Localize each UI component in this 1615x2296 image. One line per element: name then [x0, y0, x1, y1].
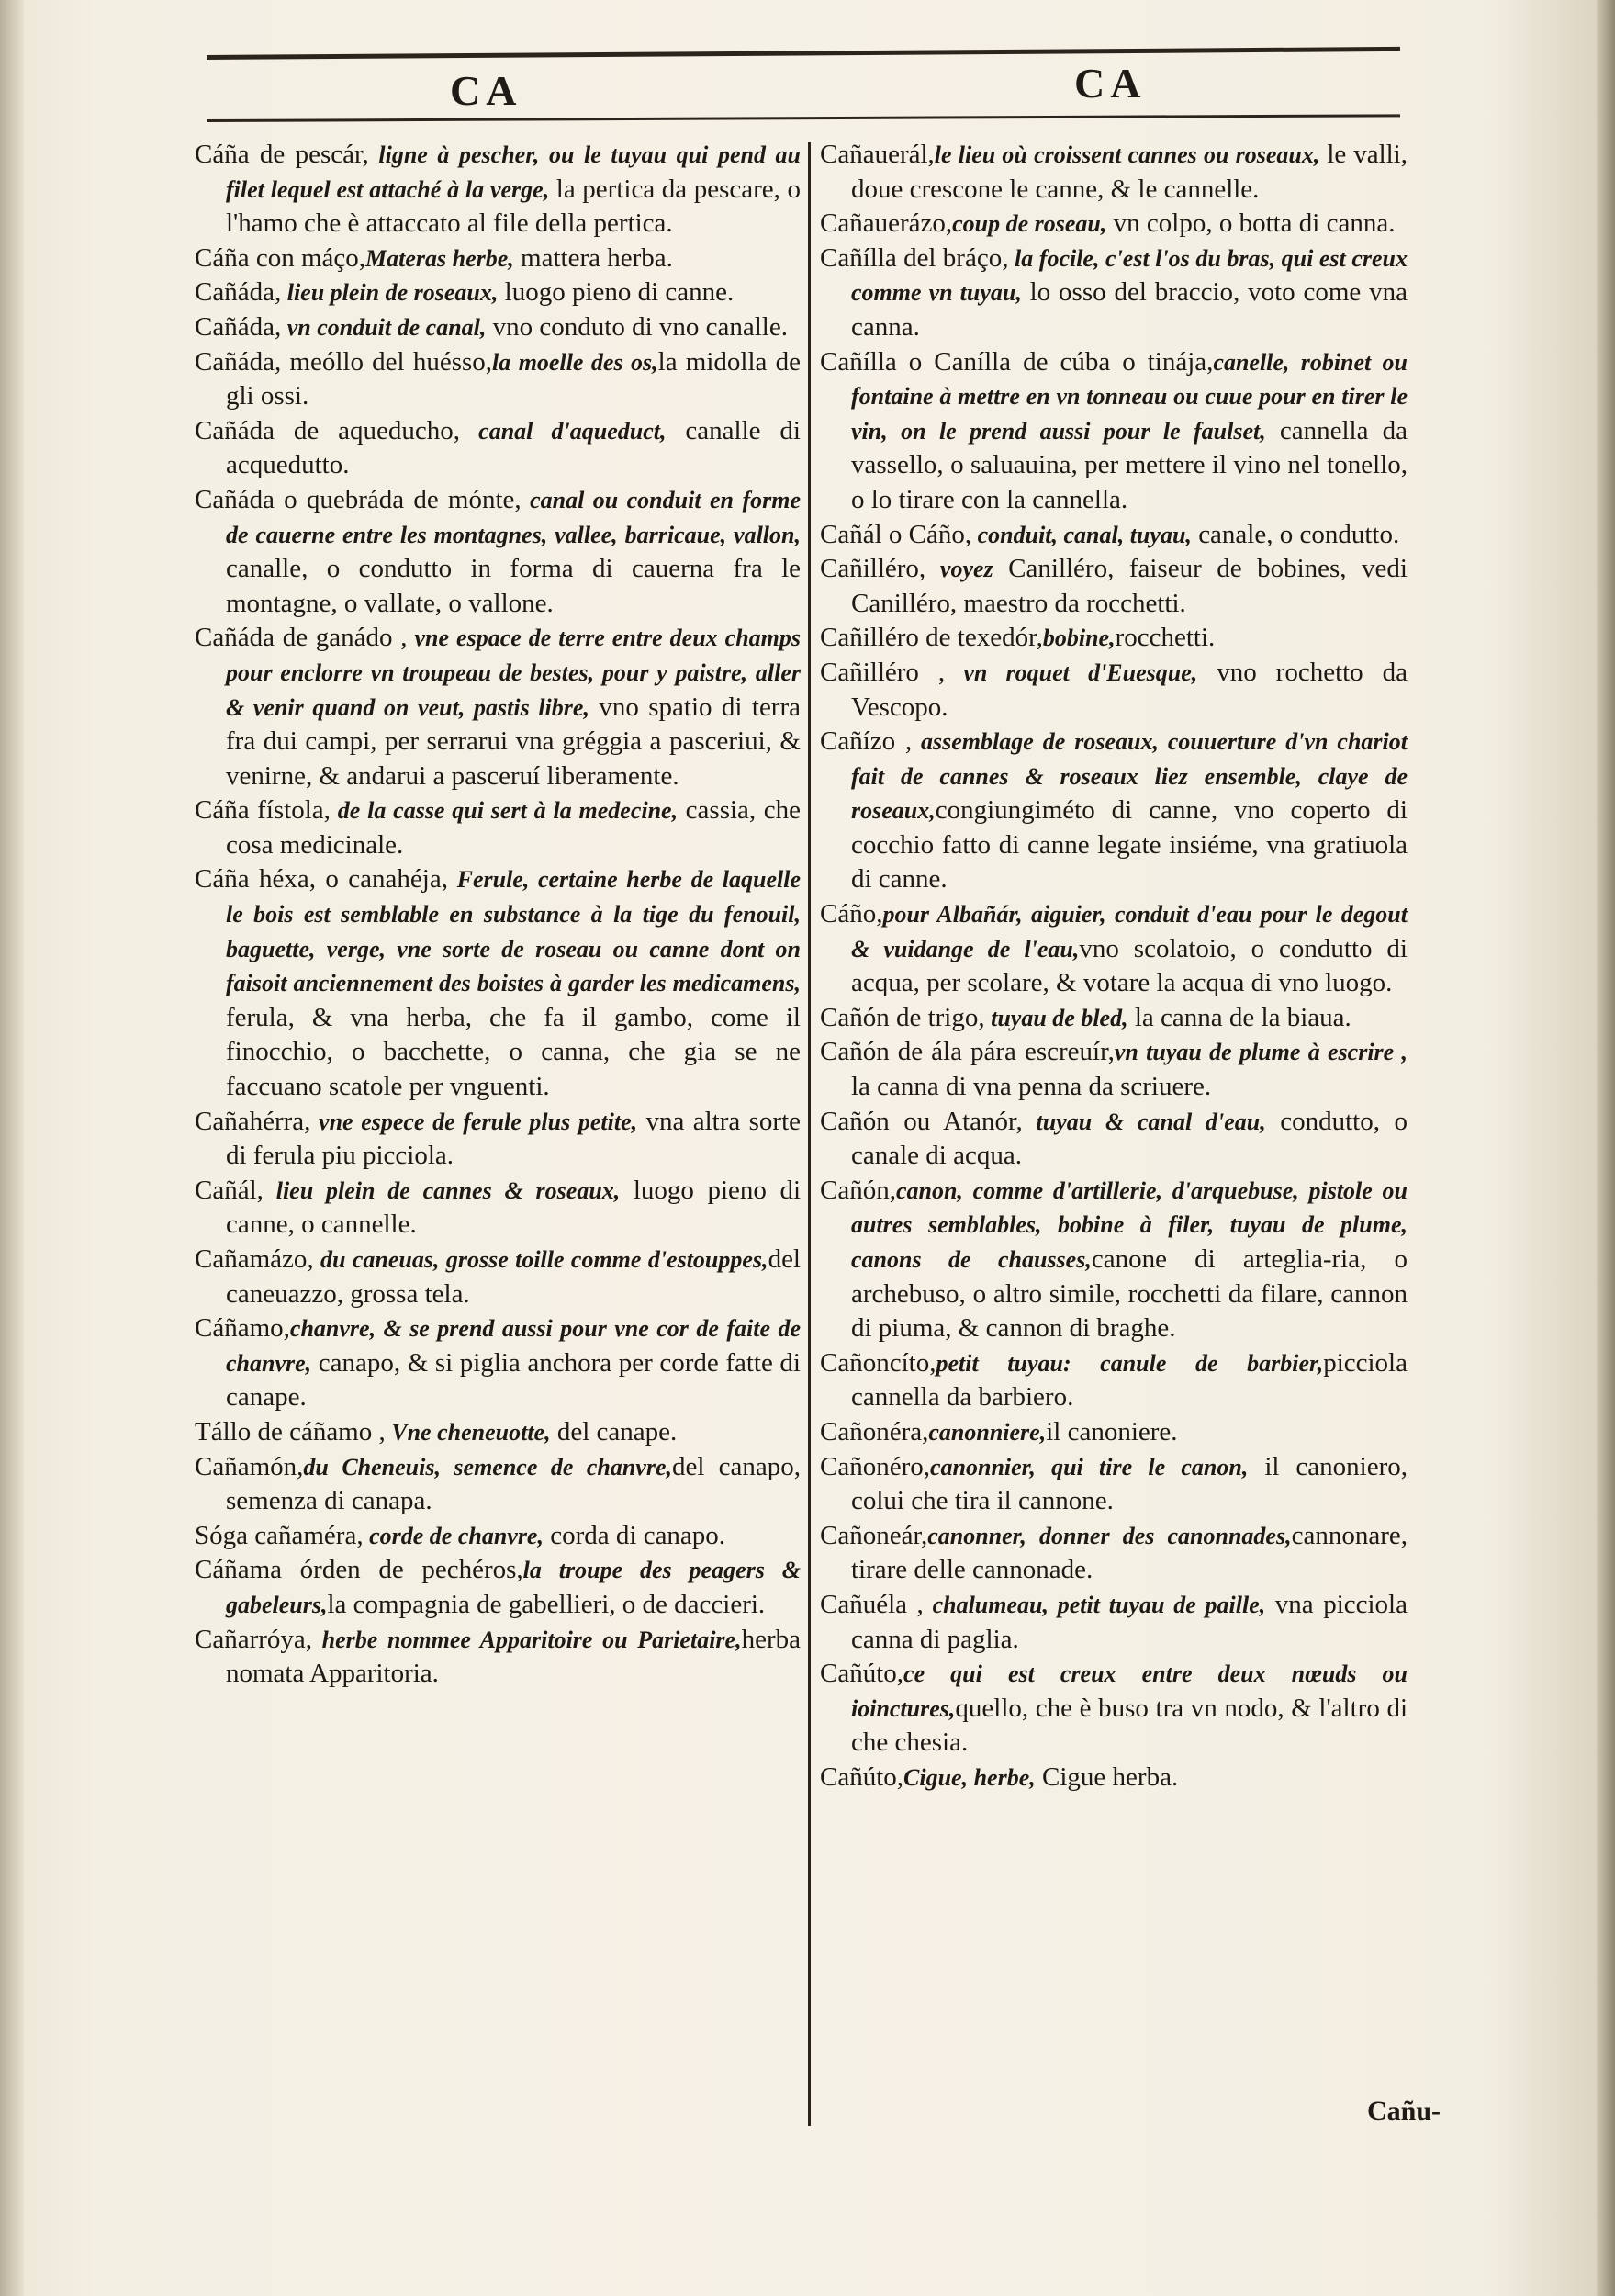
dictionary-entry — [820, 1001, 1408, 1036]
french-gloss: bobine, — [1042, 625, 1116, 652]
dictionary-entry — [820, 1346, 1408, 1415]
dictionary-entry — [820, 1450, 1408, 1519]
page-edge — [1597, 0, 1615, 2296]
italian-gloss: vn colpo, o botta di canna. — [1106, 208, 1396, 239]
italian-gloss: vno rochetto da Vescopo. — [851, 657, 1408, 722]
headword: Cañuéla , — [820, 1589, 924, 1619]
headword: Cañahérra, — [195, 1106, 311, 1136]
italian-gloss: congiungiméto di canne, vno coperto di cocchio fatto di canne legate insiéme, vna gratiuola di canne. — [851, 795, 1408, 895]
headword: Cañáda, — [195, 277, 282, 308]
italian-gloss: vna altra sorte di ferula piu picciola. — [226, 1106, 801, 1171]
italian-gloss: luogo pieno di canne. — [498, 277, 735, 308]
french-gloss: du caneuas, grosse toille comme d'estouppes, — [313, 1246, 768, 1273]
dictionary-entry — [820, 656, 1408, 725]
running-head-right: CA — [1074, 60, 1147, 107]
italian-gloss: canale, o condutto. — [1191, 519, 1400, 549]
headword: Cáñamo, — [195, 1313, 290, 1344]
french-gloss: la focile, c'est l'os du bras, qui est creux comme vn tuyau, — [851, 244, 1408, 307]
french-gloss: vn tuyau de plume à escrire , — [1114, 1039, 1408, 1066]
french-gloss: Vne cheneuotte, — [385, 1418, 551, 1446]
headword: Cañamón, — [195, 1451, 304, 1481]
dictionary-entry — [820, 1105, 1408, 1174]
headword: Cañáda o quebráda de mónte, — [195, 484, 522, 514]
dictionary-entry — [195, 483, 801, 621]
french-gloss: assemblage de roseaux, couuerture d'vn chariot fait de cannes & roseaux liez ensemble, claye de roseaux, — [851, 728, 1408, 825]
french-gloss: canal ou conduit en forme de cauerne entre les montagnes, vallee, barricaue, vallon, — [226, 486, 801, 548]
french-gloss: conduit, canal, tuyau, — [971, 521, 1192, 548]
french-gloss: coup de roseau, — [952, 210, 1107, 238]
italian-gloss: vno conduto di vno canalle. — [486, 311, 788, 342]
dictionary-entry — [820, 1035, 1408, 1104]
italian-gloss: cassia, che cosa medicinale. — [226, 795, 801, 860]
french-gloss: petit tuyau: canule de barbier, — [936, 1349, 1324, 1377]
headword: Cañón ou Atanór, — [820, 1106, 1023, 1136]
column-divider — [808, 142, 811, 2126]
headword: Cañál, — [195, 1175, 264, 1205]
italian-gloss: canone di arteglia-ria, o archebuso, o altro simile, rocchetti da filare, cannon di piuma, & cannon di braghe. — [851, 1244, 1408, 1344]
french-gloss: voyez — [925, 556, 993, 583]
italian-gloss: vno scolatoio, o condutto di acqua, per scolare, & votare la acqua di vno luogo. — [851, 933, 1408, 998]
headword: Cáñama órden de pechéros, — [195, 1555, 523, 1585]
dictionary-entry — [195, 621, 801, 793]
italian-gloss: picciola cannella da barbiero. — [851, 1347, 1408, 1412]
italian-gloss: canalle di acquedutto. — [226, 415, 801, 480]
italian-gloss: corda di canapo. — [543, 1520, 726, 1550]
page-gutter-shadow — [0, 0, 24, 2296]
dictionary-entry — [820, 897, 1408, 1001]
dictionary-entry — [820, 1761, 1408, 1795]
french-gloss: de la casse qui sert à la medecine, — [330, 797, 679, 825]
headword: Cañáda de ganádo , — [195, 623, 408, 653]
italian-gloss: condutto, o canale di acqua. — [851, 1106, 1408, 1171]
headword: Sóga cañaméra, — [195, 1520, 364, 1550]
headword: Cañáda, — [195, 311, 282, 342]
headword: Tállo de cáñamo , — [195, 1416, 386, 1446]
dictionary-entry — [820, 207, 1408, 242]
french-gloss: herbe nommee Apparitoire ou Parietaire, — [312, 1626, 742, 1653]
headword: Cañúto, — [820, 1659, 904, 1689]
french-gloss: canonnier, qui tire le canon, — [930, 1453, 1249, 1480]
french-gloss: corde de chanvre, — [363, 1522, 544, 1549]
dictionary-entry — [195, 138, 801, 242]
headword: Cañilléro de texedór, — [820, 623, 1043, 653]
left-column — [195, 138, 801, 1692]
french-gloss: canonniere, — [928, 1418, 1047, 1446]
headword: Cañáda de aqueducho, — [195, 415, 461, 445]
headword: Cañúto, — [820, 1761, 904, 1792]
dictionary-entry — [195, 310, 801, 345]
italian-gloss: la canna di vna penna da scriuere. — [851, 1072, 1212, 1102]
dictionary-entry — [195, 1174, 801, 1243]
headword: Cáña héxa, o canahéja, — [195, 864, 448, 895]
dictionary-entry — [820, 518, 1408, 553]
headword: Cáña con máço, — [195, 242, 366, 273]
dictionary-entry — [195, 1105, 801, 1174]
dictionary-entry — [195, 1450, 801, 1519]
dictionary-entry — [820, 138, 1408, 207]
french-gloss: du Cheneuis, semence de chanvre, — [303, 1453, 672, 1480]
italian-gloss: vno spatio di terra fra dui campi, per serrarui vna gréggia a pasceriui, & venirne, & andarui a pasceruí liberamente. — [226, 692, 801, 791]
dictionary-entry — [195, 276, 801, 310]
italian-gloss: le valli, doue crescone le canne, & le cannelle. — [851, 140, 1408, 204]
italian-gloss: canapo, & si piglia anchora per corde fatte di canape. — [226, 1347, 801, 1412]
dictionary-entry — [195, 862, 801, 1104]
dictionary-entry — [195, 242, 801, 276]
right-column — [820, 138, 1408, 1795]
french-gloss: vn conduit de canal, — [281, 313, 487, 341]
headword: Cañón de ála pára escreuír, — [820, 1037, 1115, 1067]
headword: Cañilléro , — [820, 657, 946, 687]
headword: Cañauerázo, — [820, 208, 953, 239]
french-gloss: canelle, robinet ou fontaine à mettre en vn tonneau ou cuue pour en tirer le vin, on le prend aussi pour le faulset, — [851, 348, 1408, 445]
french-gloss: chanvre, & se prend aussi pour vne cor de faite de chanvre, — [226, 1315, 801, 1377]
headword: Cañílla o Canílla de cúba o tinája, — [820, 346, 1214, 377]
headword: Cañamázo, — [195, 1244, 314, 1274]
dictionary-entry — [820, 345, 1408, 518]
french-gloss: la moelle des os, — [492, 348, 658, 376]
dictionary-entry — [195, 1415, 801, 1450]
italian-gloss: cannonare, tirare delle cannonade. — [851, 1520, 1408, 1585]
headword: Cañauerál, — [820, 140, 935, 169]
running-head-left: CA — [450, 67, 522, 114]
french-gloss: vne espece de ferule plus petite, — [310, 1108, 638, 1135]
french-gloss: canonner, donner des canonnades, — [927, 1522, 1292, 1549]
dictionary-entry — [820, 1588, 1408, 1657]
dictionary-entry — [195, 1623, 801, 1692]
headword: Cañál o Cáño, — [820, 519, 972, 549]
headword: Cañoncíto, — [820, 1347, 936, 1378]
headword: Cañílla del bráço, — [820, 242, 1009, 273]
italian-gloss: Canilléro, faiseur de bobines, vedi Canilléro, maestro da rocchetti. — [851, 554, 1408, 618]
dictionary-entry — [820, 552, 1408, 621]
italian-gloss: vna picciola canna di paglia. — [851, 1589, 1408, 1654]
italian-gloss: herba nomata Apparitoria. — [226, 1624, 801, 1689]
headword: Cáño, — [820, 899, 883, 929]
headword: Cañón, — [820, 1175, 896, 1205]
french-gloss: canal d'aqueduct, — [460, 417, 667, 445]
italian-gloss: Cigue herba. — [1035, 1761, 1179, 1792]
french-gloss: Cigue, herbe, — [903, 1763, 1036, 1791]
french-gloss: vne espace de terre entre deux champs pour enclorre vn troupeau de bestes, pour y paistre, aller & venir quand on veut, pastis libre, — [226, 625, 801, 721]
italian-gloss: la compagnia de gabellieri, o de daccieri. — [327, 1589, 766, 1619]
headword: Cañonéra, — [820, 1416, 929, 1446]
headword: Cañón de trigo, — [820, 1002, 985, 1032]
italian-gloss: la midolla de gli ossi. — [226, 346, 801, 411]
italian-gloss: lo osso del braccio, voto come vna canna. — [851, 277, 1408, 342]
headword: Cáña de pescár, — [195, 140, 369, 169]
dictionary-entry — [195, 1553, 801, 1622]
italian-gloss: del canape. — [550, 1416, 678, 1446]
italian-gloss: il canoniero, colui che tira il cannone. — [851, 1451, 1408, 1516]
french-gloss: Ferule, certaine herbe de laquelle le bois est semblable en substance à la tige du fenouil, baguette, verge, vne sorte de roseau ou canne dont on faisoit anciennement des boistes à garder les medicamens, — [226, 866, 801, 997]
french-gloss: ce qui est creux entre deux nœuds ou ioinctures, — [851, 1660, 1408, 1722]
dictionary-entry — [820, 725, 1408, 897]
french-gloss: canon, comme d'artillerie, d'arquebuse, pistole ou autres semblables, bobine à filer, tuyau de plume, canons de chausses, — [851, 1176, 1408, 1273]
dictionary-entry — [820, 1519, 1408, 1588]
french-gloss: la troupe des peagers & gabeleurs, — [226, 1557, 801, 1618]
italian-gloss: il canoniere. — [1046, 1416, 1178, 1446]
header-rule — [207, 47, 1400, 60]
dictionary-entry — [195, 414, 801, 483]
headword: Cañilléro, — [820, 554, 926, 584]
headword: Cañízo , — [820, 726, 913, 757]
italian-gloss: del canapo, semenza di canapa. — [226, 1451, 801, 1516]
headword: Cañonéro, — [820, 1451, 930, 1481]
italian-gloss: mattera herba. — [513, 242, 673, 273]
catchword: Cañu- — [1366, 2096, 1441, 2126]
dictionary-entry — [820, 621, 1408, 656]
italian-gloss: quello, che è buso tra vn nodo, & l'altro di che chesia. — [851, 1693, 1408, 1758]
dictionary-entry — [820, 242, 1408, 345]
french-gloss: le lieu où croissent cannes ou roseaux, — [934, 141, 1320, 168]
french-gloss: tuyau de bled, — [984, 1004, 1128, 1031]
italian-gloss: cannella da vassello, o saluauina, per mettere il vino nel tonello, o lo tirare con la cannella. — [851, 415, 1408, 514]
italian-gloss: luogo pieno di canne, o cannelle. — [226, 1175, 802, 1240]
french-gloss: pour Albañár, aiguier, conduit d'eau pour le degout & vuidange de l'eau, — [851, 901, 1408, 962]
header-underline — [207, 114, 1400, 122]
italian-gloss: la pertica da pescare, o l'hamo che è attaccato al file della pertica. — [226, 174, 801, 239]
dictionary-entry — [820, 1415, 1408, 1450]
italian-gloss: canalle, o condutto in forma di cauerna fra le montagne, o vallate, o vallone. — [226, 554, 801, 618]
italian-gloss: ferula, & vna herba, che fa il gambo, come il finocchio, o bacchette, o canna, che gia se ne faccuano scatole per vnguenti. — [226, 1002, 801, 1102]
french-gloss: lieu plein de roseaux, — [281, 279, 499, 307]
dictionary-entry — [820, 1174, 1408, 1346]
headword: Cañarróya, — [195, 1624, 313, 1654]
italian-gloss: la canna de la biaua. — [1127, 1002, 1351, 1032]
italian-gloss: rocchetti. — [1115, 623, 1216, 653]
dictionary-entry — [195, 793, 801, 862]
dictionary-entry — [195, 345, 801, 414]
dictionary-entry — [195, 1311, 801, 1415]
headword: Cañáda, meóllo del huésso, — [195, 346, 493, 377]
french-gloss: lieu plein de cannes & roseaux, — [263, 1176, 621, 1204]
french-gloss: ligne à pescher, ou le tuyau qui pend au filet lequel est attaché à la verge, — [226, 141, 801, 203]
italian-gloss: del caneuazzo, grossa tela. — [226, 1244, 801, 1309]
french-gloss: Materas herbe, — [365, 244, 514, 272]
dictionary-entry — [820, 1657, 1408, 1761]
headword: Cáña fístola, — [195, 795, 331, 826]
french-gloss: vn roquet d'Euesque, — [945, 658, 1198, 686]
dictionary-entry — [195, 1243, 801, 1311]
headword: Cañoneár, — [820, 1520, 928, 1550]
dictionary-entry — [195, 1519, 801, 1554]
french-gloss: tuyau & canal d'eau, — [1022, 1108, 1266, 1135]
french-gloss: chalumeau, petit tuyau de paille, — [923, 1591, 1266, 1618]
